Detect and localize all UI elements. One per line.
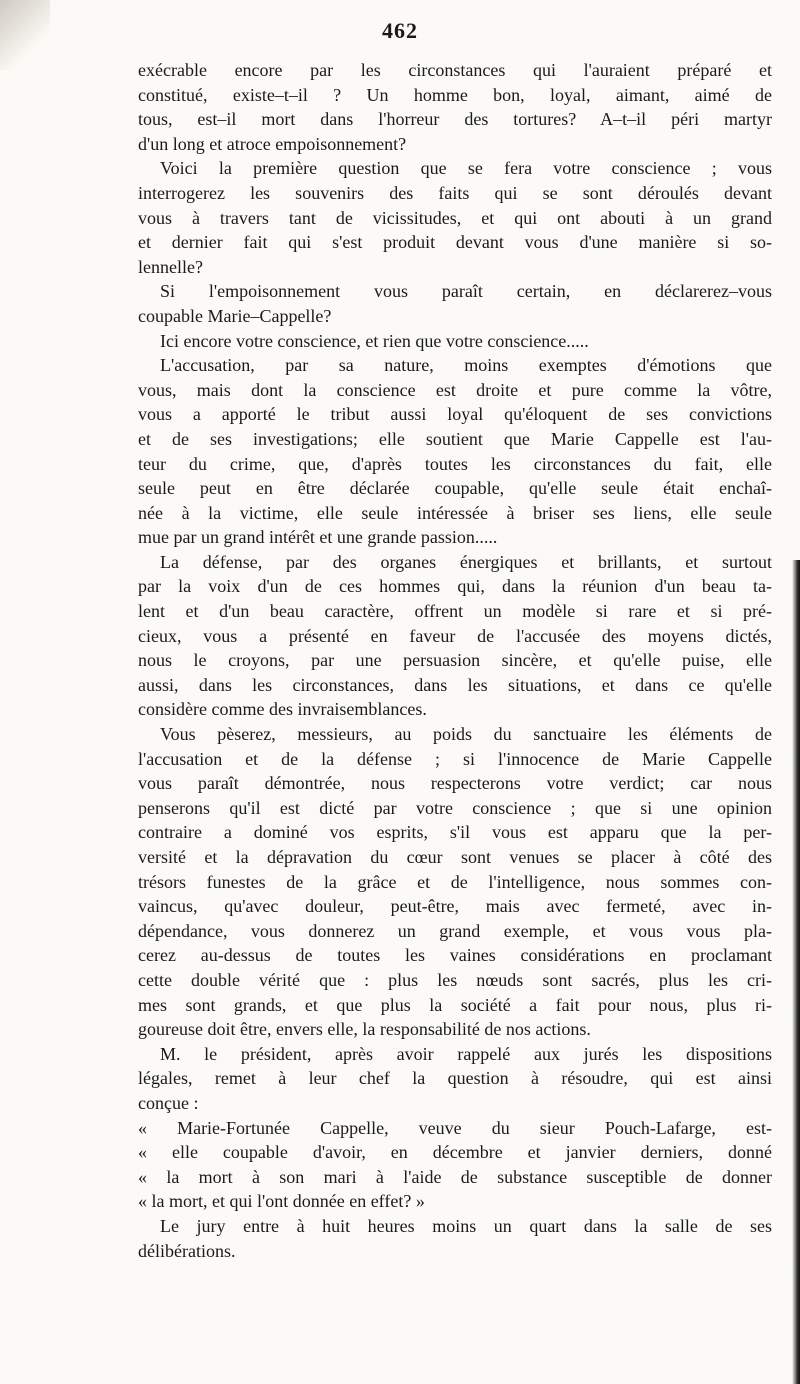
text-line: vous paraît démontrée, nous respecterons votre verdict; car nous: [138, 773, 772, 794]
text-line: née à la victime, elle seule intéressée à briser ses liens, elle seule: [138, 502, 772, 523]
text-line: nous le croyons, par une persuasion sincère, et qu'elle puise, elle: [138, 650, 772, 671]
scan-edge: [792, 560, 800, 1384]
text-line: L'accusation, par sa nature, moins exemptes d'émotions que: [160, 355, 772, 376]
text-line: et de ses investigations; elle soutient que Marie Cappelle est l'au-: [138, 428, 772, 449]
text-line: teur du crime, que, d'après toutes les circonstances du fait, elle: [138, 453, 772, 474]
text-line: cette double vérité que : plus les nœuds sont sacrés, plus les cri-: [138, 969, 772, 990]
text-line: dépendance, vous donnerez un grand exemple, et vous vous pla-: [138, 920, 772, 941]
text-line: constitué, existe–t–il ? Un homme bon, loyal, aimant, aimé de: [138, 84, 772, 105]
text-line: tous, est–il mort dans l'horreur des tortures? A–t–il péri martyr: [138, 109, 772, 130]
text-line: exécrable encore par les circonstances qui l'auraient préparé et: [138, 60, 772, 80]
text-line: d'un long et atroce empoisonnement?: [138, 133, 407, 154]
text-line: conçue :: [138, 1092, 199, 1113]
text-line: vous, mais dont la conscience est droite et pure comme la vôtre,: [138, 379, 772, 400]
text-line: et dernier fait qui s'est produit devant vous d'une manière si so-: [138, 232, 772, 253]
page-text-body: [138, 58, 772, 1263]
text-line: délibérations.: [138, 1240, 236, 1261]
text-line: contraire a dominé vos esprits, s'il vous est apparu que la per-: [138, 822, 772, 843]
text-line: mue par un grand intérêt et une grande passion.....: [138, 527, 498, 548]
text-line: trésors funestes de la grâce et de l'intelligence, nous sommes con-: [138, 871, 772, 892]
text-line: aussi, dans les circonstances, dans les situations, et dans ce qu'elle: [138, 674, 772, 695]
text-line: Ici encore votre conscience, et rien que votre conscience.....: [160, 330, 589, 351]
text-line: cerez au-dessus de toutes les vaines considérations en proclamant: [138, 945, 772, 966]
text-line: interrogerez les souvenirs des faits qui se sont déroulés devant: [138, 182, 772, 203]
text-line: seule peut en être déclarée coupable, qu'elle seule était enchaî-: [138, 478, 772, 499]
text-line: « la mort à son mari à l'aide de substance susceptible de donner: [138, 1166, 772, 1187]
text-line: goureuse doit être, envers elle, la responsabilité de nos actions.: [138, 1019, 591, 1040]
text-line: vous a apporté le tribut aussi loyal qu'éloquent de ses convictions: [138, 404, 772, 425]
text-line: Si l'empoisonnement vous paraît certain, en déclarerez–vous: [160, 281, 772, 302]
text-line: légales, remet à leur chef la question à résoudre, qui est ainsi: [138, 1068, 772, 1089]
page-number: 462: [382, 18, 418, 43]
text-line: l'accusation et de la défense ; si l'innocence de Marie Cappelle: [138, 748, 772, 769]
text-line: lennelle?: [138, 256, 203, 277]
text-line: vous à travers tant de vicissitudes, et qui ont abouti à un grand: [138, 207, 772, 228]
text-line: versité et la dépravation du cœur sont venues se placer à côté des: [138, 847, 772, 867]
text-line: Voici la première question que se fera votre conscience ; vous: [160, 158, 772, 179]
text-line: par la voix d'un de ces hommes qui, dans la réunion d'un beau ta-: [138, 576, 772, 597]
text-line: « Marie-Fortunée Cappelle, veuve du sieur Pouch-Lafarge, est-: [138, 1117, 772, 1138]
text-line: considère comme des invraisemblances.: [138, 699, 427, 720]
text-line: lent et d'un beau caractère, offrent un modèle si rare et si pré-: [138, 601, 772, 622]
text-line: « la mort, et qui l'ont donnée en effet? »: [138, 1191, 425, 1212]
text-line: vaincus, qu'avec douleur, peut-être, mais avec fermeté, avec in-: [138, 896, 772, 917]
text-line: coupable Marie–Cappelle?: [138, 305, 332, 326]
text-line: mes sont grands, et que plus la société a fait pour nous, plus ri-: [138, 994, 772, 1015]
text-line: M. le président, après avoir rappelé aux jurés les dispositions: [160, 1043, 772, 1064]
text-line: cieux, vous a présenté en faveur de l'accusée des moyens dictés,: [138, 625, 772, 646]
text-line: « elle coupable d'avoir, en décembre et janvier derniers, donné: [138, 1142, 772, 1163]
text-line: penserons qu'il est dicté par votre conscience ; que si une opinion: [138, 797, 772, 818]
text-line: La défense, par des organes énergiques et brillants, et surtout: [160, 551, 772, 572]
text-line: Le jury entre à huit heures moins un quart dans la salle de ses: [160, 1215, 772, 1236]
text-line: Vous pèserez, messieurs, au poids du sanctuaire les éléments de: [160, 724, 772, 745]
